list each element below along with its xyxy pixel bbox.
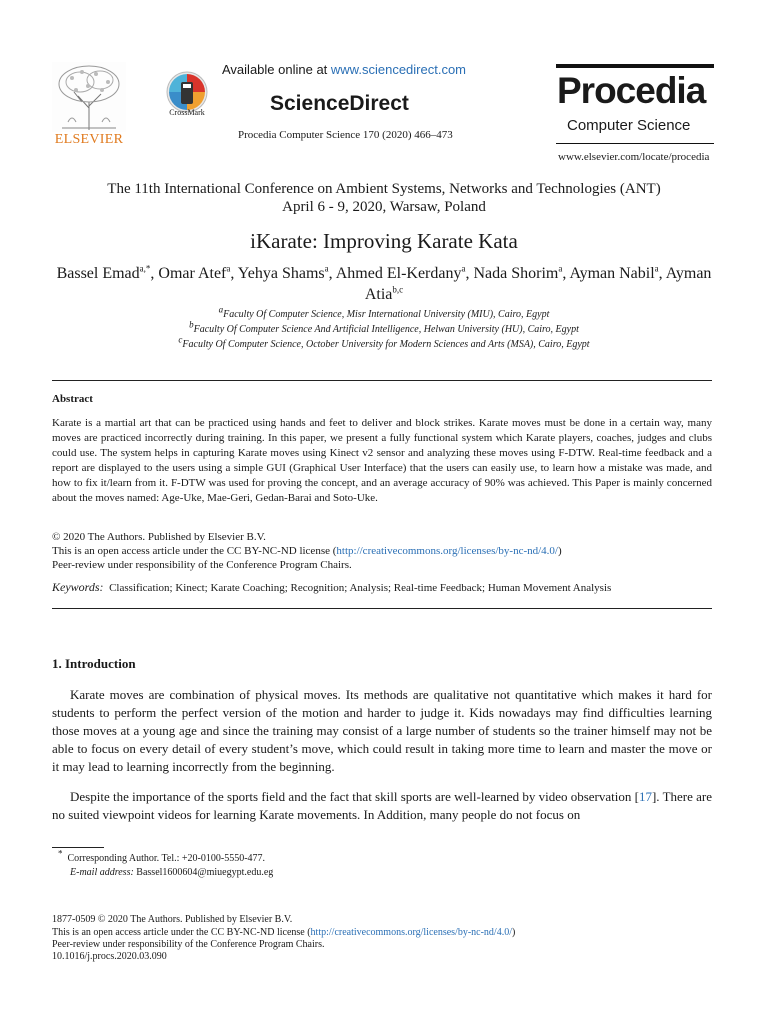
license-link[interactable]: http://creativecommons.org/licenses/by-nc-nd/4.0/ (336, 545, 558, 557)
author-mark: a (558, 263, 563, 274)
author-list: Bassel Emad$^{a,*}$, Omar Atef$^a$, Yehya Shams$^a$, Ahmed El-Kerdany$^a$, Nada Shorim$^a$, Ayman Nabil$^a$, Ayman Atia$^{b,c}$ (56, 263, 712, 303)
affiliation-mark: a (218, 304, 224, 315)
peer-review-line: Peer-review under responsibility of the Conference Program Chairs. (52, 559, 352, 571)
footer-open-access-prefix: This is an open access article under the CC BY-NC-ND license ( (52, 927, 311, 938)
journal-citation: Procedia Computer Science 170 (2020) 466–473 (238, 129, 453, 141)
keywords-label: Keywords: (52, 580, 104, 594)
journal-url-link[interactable]: www.elsevier.com/locate/procedia (558, 151, 710, 163)
open-access-prefix: This is an open access article under the CC BY-NC-ND license ( (52, 545, 337, 557)
elsevier-wordmark: ELSEVIER (54, 132, 124, 147)
abstract-body: Karate is a martial art that can be practiced using hands and feet to deliver and block strikes. Karate moves must be done in a certain way, many moves are practiced incorrectly during training. In this paper, we present a fully functional system which Karate players, coaches, judges and clubs could use. The system helps in capturing Karate moves using Kinect v2 sensor and analyzing these moves using F-DTW. Real-time feedback and a report are displayed to the users using a simple GUI (Graphical User Interface) that the users can easily use, to learn how a mistake was made, and how to fix it/learn from it. F-DTW was used for proving the concept, and an average accuracy of 90% was achieved. This Paper is mainly concerned about the moves named: Age-Uke, Mae-Geri, Gedan-Barai and Soto-Uke. (52, 417, 712, 504)
affiliation (0, 319, 768, 335)
author-mark: a (461, 263, 466, 274)
affiliation-text: Faculty Of Computer Science And Artificial Intelligence, Helwan University (HU), Cairo, Egypt (193, 324, 579, 335)
available-prefix: Available online at (222, 62, 331, 77)
abstract-heading: Abstract (52, 393, 93, 405)
open-access-suffix: ) (558, 545, 562, 557)
footer-peer-review-line: Peer-review under responsibility of the Conference Program Chairs. (52, 939, 325, 950)
author-mark: b,c (392, 284, 404, 295)
section-heading-introduction: 1. Introduction (52, 656, 136, 671)
footer-doi[interactable]: 10.1016/j.procs.2020.03.090 (52, 951, 167, 962)
affiliation-text: Faculty Of Computer Science, October University for Modern Sciences and Arts (MSA), Cairo, Egypt (182, 339, 590, 350)
author: Ayman Nabil (569, 265, 655, 282)
author: Bassel Emad (56, 265, 140, 282)
open-access-line (52, 544, 562, 558)
author: Yehya Shams (237, 265, 325, 282)
conference-line-1: The 11th International Conference on Ambient Systems, Networks and Technologies (ANT) (107, 181, 661, 197)
author: Ahmed El-Kerdany (335, 265, 462, 282)
email-address[interactable]: Bassel1600604@miuegypt.edu.eg (136, 867, 274, 878)
affiliation (0, 334, 768, 350)
procedia-divider (556, 143, 714, 144)
author: Ayman Atia (364, 265, 712, 303)
intro-paragraph-2 (52, 788, 712, 824)
section-divider (52, 380, 712, 381)
footer-open-access-suffix: ) (511, 927, 516, 938)
author-mark: a (324, 263, 329, 274)
keywords-list: Classification; Kinect; Karate Coaching; Recognition; Analysis; Real-time Feedback; Human Movement Analysis (109, 582, 612, 594)
keywords-line (52, 580, 611, 595)
footer-license-link[interactable]: http://creativecommons.org/licenses/by-nc-nd/4.0/ (310, 927, 512, 938)
citation-link[interactable]: 17 (638, 789, 652, 804)
procedia-top-rule (556, 64, 714, 68)
author-mark: a,* (139, 263, 151, 274)
footer-issn-line: 1877-0509 © 2020 The Authors. Published by Elsevier B.V. (52, 914, 293, 925)
intro-paragraph-2-prefix: Despite the importance of the sports field and the fact that skill sports are well-learned by video observation [ (70, 789, 639, 804)
author-mark: a (226, 263, 231, 274)
author: Omar Atef (158, 265, 227, 282)
sciencedirect-link[interactable]: www.sciencedirect.com (330, 62, 467, 77)
available-online-line (222, 62, 466, 77)
copyright-line: © 2020 The Authors. Published by Elsevier B.V. (52, 531, 266, 543)
paper-title: iKarate: Improving Karate Kata (250, 229, 518, 253)
affiliation-mark: c (178, 334, 183, 345)
affiliation (0, 304, 768, 320)
intro-paragraph-2-suffix: ]. There are no suited viewpoint videos for learning Karate movements. In Addition, many people do not focus on (52, 789, 712, 822)
sciencedirect-logo: ScienceDirect (270, 92, 409, 115)
procedia-logo-subtitle: Computer Science (567, 117, 691, 134)
affiliation-mark: b (189, 319, 194, 330)
email-note (70, 866, 273, 879)
conference-line-2: April 6 - 9, 2020, Warsaw, Poland (282, 199, 486, 215)
procedia-logo-title: Procedia (557, 70, 706, 111)
author-mark: a (654, 263, 659, 274)
email-label: E-mail address: (70, 867, 134, 878)
footnote-mark: * (58, 848, 63, 859)
footer-open-access-line (52, 927, 515, 939)
author: Nada Shorim (473, 265, 559, 282)
affiliation-text: Faculty Of Computer Science, Misr International University (MIU), Cairo, Egypt (223, 309, 550, 320)
section-divider (52, 608, 712, 609)
corresponding-author-note (58, 848, 266, 865)
corresponding-author-text: Corresponding Author. Tel.: +20-0100-5550-477. (67, 853, 266, 864)
crossmark-label: CrossMark (169, 108, 205, 117)
intro-paragraph-1: Karate moves are combination of physical moves. Its methods are qualitative not quantitative which makes it hard for students to perform the perfect version of the motion and harder to judge it. Kids nowadays may find difficulties learning those moves at a young age and since the training may consist of a large number of students so the trainer himself may not be able to focus on every detail of every student’s move, which could result in taking more time to learn and master the move or it may lead to learning incorrectly from the beginning. (52, 687, 712, 774)
